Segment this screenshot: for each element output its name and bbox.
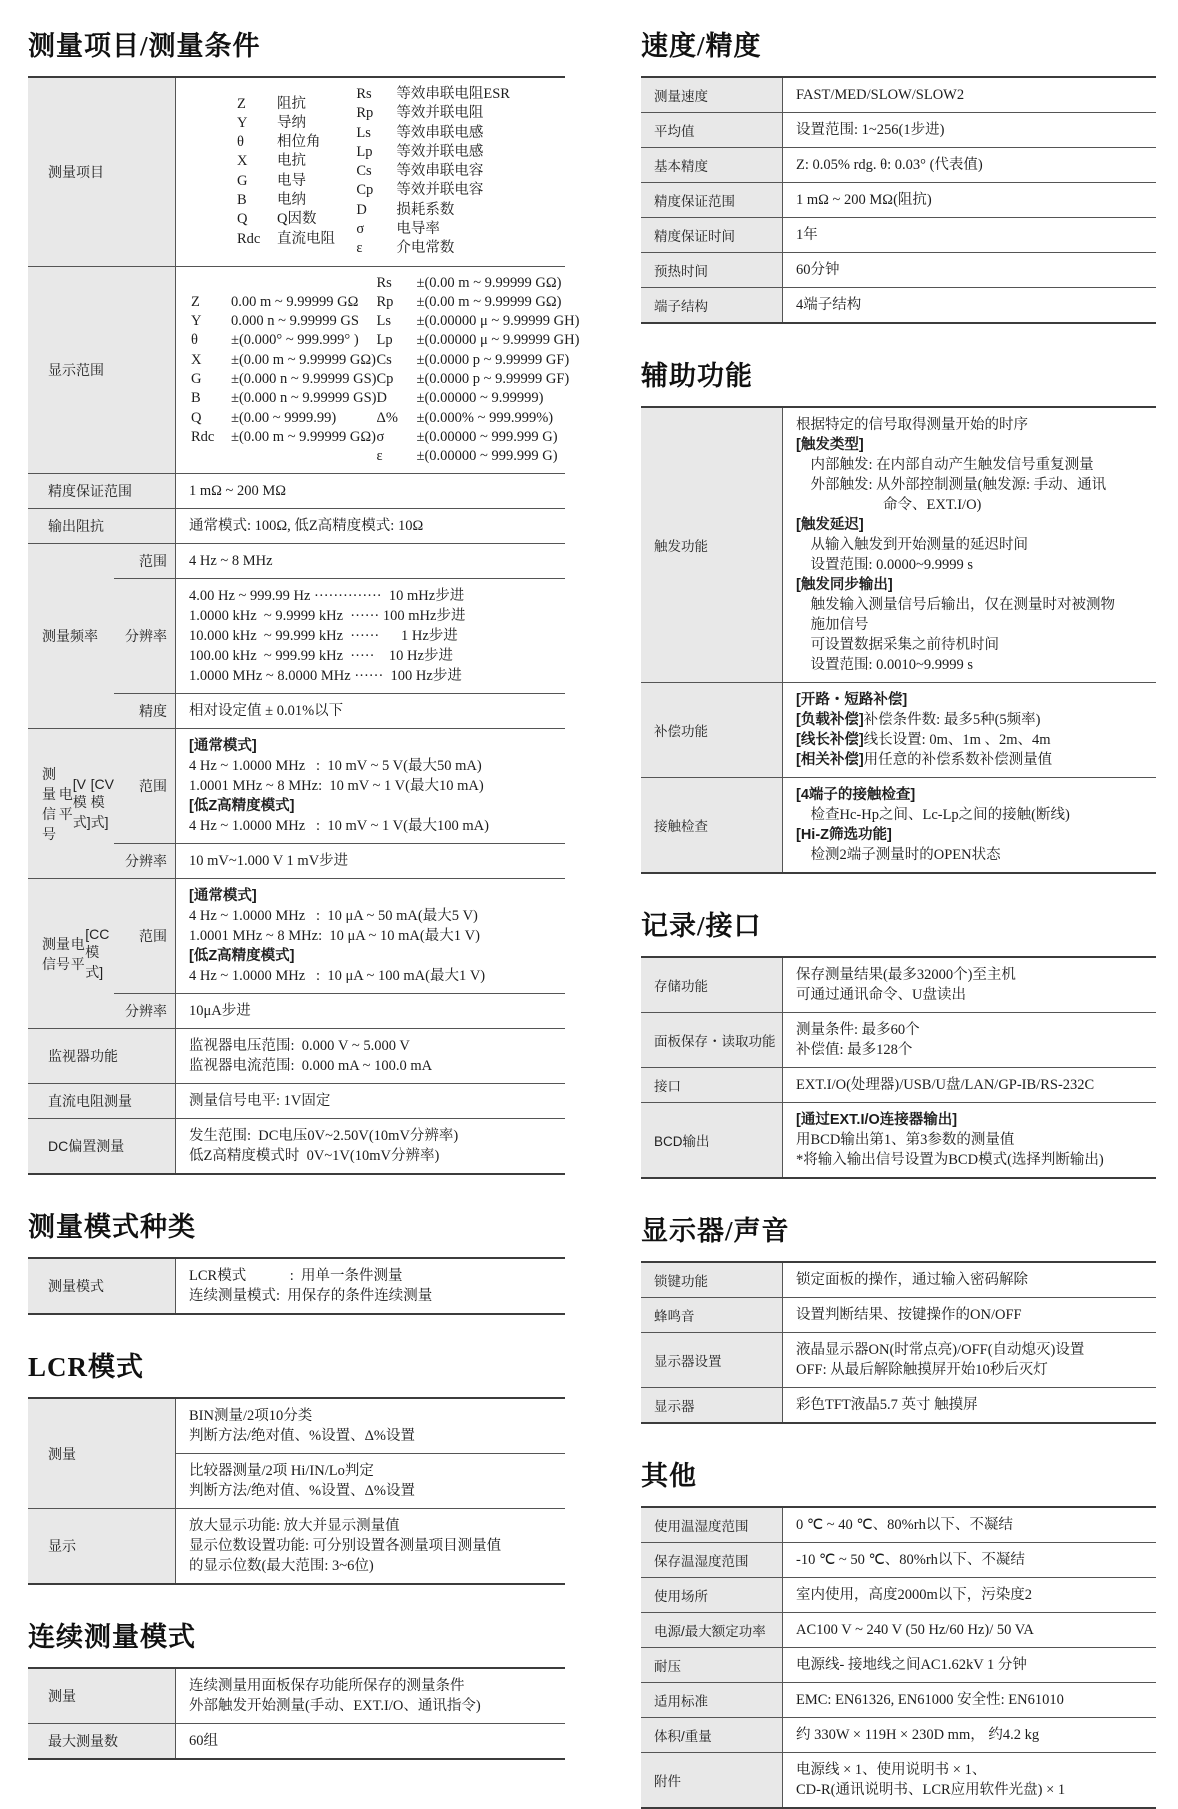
row-label [28, 729, 114, 878]
text-line: [相关补偿]用任意的补偿系数补偿测量值 [796, 752, 1053, 768]
table-row-interface [641, 1067, 1156, 1102]
subrow-value [176, 579, 565, 693]
row-value: Z: 0.05% rdg. θ: 0.03° (代表值) [796, 157, 983, 173]
right-column [641, 22, 1156, 1809]
text-line: 发生范围: DC电压0V~2.50V(10mV分辨率) [189, 1128, 459, 1145]
text-line: 4 Hz ~ 1.0000 MHz : 10 mV ~ 5 V(最大50 mA) [189, 758, 482, 775]
text-line: [V模式] [72, 775, 91, 830]
text-line: 施加信号 [796, 617, 869, 633]
row-value: 1年 [796, 227, 818, 243]
parameter-pair: Cp ±(0.0000 p ~ 9.99999 GF) [376, 370, 570, 387]
auxiliary-table [641, 406, 1156, 874]
text-line: 可设置数据采集之前待机时间 [796, 637, 999, 653]
subrow-value [176, 879, 565, 993]
parameter-pair: Z 0.00 m ~ 9.99999 GΩ [191, 293, 359, 310]
subrow-value [176, 729, 565, 843]
subrow-value: 相对设定值 ± 0.01%以下 [189, 703, 344, 720]
cclevel-subrows [114, 879, 565, 1028]
text-line: 保存测量结果(最多32000个)至主机 [796, 967, 1016, 983]
table-row-dc-resistance [28, 1083, 565, 1118]
table-row-guaranteed-range [641, 182, 1156, 217]
frequency-subrows [114, 544, 565, 728]
speed-accuracy-table [641, 76, 1156, 324]
parameter-pair: D 损耗系数 [356, 201, 455, 218]
text-line: 低Z高精度模式时 0V~1V(10mV分辨率) [189, 1148, 440, 1165]
table-row-measure-mode [28, 1259, 565, 1313]
row-value: 60分钟 [796, 262, 840, 278]
text-line: [低Z高精度模式] [189, 948, 295, 965]
subrow-value: 10 mV~1.000 V 1 mV步进 [189, 853, 349, 870]
table-row-power [641, 1612, 1156, 1647]
table-row-display [641, 1387, 1156, 1422]
text-line: 连续测量用面板保存功能所保存的测量条件 [189, 1678, 465, 1695]
row-value: 测量信号电平: 1V固定 [189, 1093, 331, 1110]
table-row-lcr-display [28, 1508, 565, 1583]
section-title-record-interface: 记录/接口 [641, 911, 762, 941]
table-row-guaranteed-period [641, 217, 1156, 252]
text-line: 电平 [70, 935, 85, 972]
table-row-location [641, 1577, 1156, 1612]
table-row-compensation [641, 682, 1156, 777]
table-row-accessories [641, 1752, 1156, 1807]
row-label: 精度保证范围 [641, 183, 783, 217]
lcr-mode-table [28, 1397, 565, 1585]
table-row-bcd-output [641, 1102, 1156, 1177]
text-line: 设置范围: 0.0010~9.9999 s [796, 657, 974, 673]
parameter-pair: Cp 等效并联电容 [356, 182, 484, 199]
row-value: 彩色TFT液晶5.7 英寸 触摸屏 [796, 1397, 978, 1413]
subrow-range [114, 879, 565, 993]
row-label: 平均值 [641, 113, 783, 147]
row-label: 锁键功能 [641, 1263, 783, 1297]
row-label: 测量 [28, 1399, 176, 1508]
parameter-pair: θ ±(0.000° ~ 999.999° ) [191, 332, 359, 349]
table-row-max-measurements [28, 1723, 565, 1758]
text-line: 1.0000 kHz ~ 9.9999 kHz ······ 100 mHz步进 [189, 608, 466, 625]
row-value: AC100 V ~ 240 V (50 Hz/60 Hz)/ 50 VA [796, 1622, 1034, 1638]
text-line: 100.00 kHz ~ 999.99 kHz ····· 10 Hz步进 [189, 648, 453, 665]
parameter-pair: X 电抗 [237, 153, 306, 170]
row-value: 0 ℃ ~ 40 ℃、80%rh以下、不凝结 [796, 1517, 1013, 1533]
text-line: [低Z高精度模式] [189, 798, 295, 815]
row-value [783, 778, 1156, 872]
text-line: [触发延迟] [796, 517, 864, 533]
parameter-pair: Q ±(0.00 ~ 9999.99) [191, 409, 337, 426]
table-row-basic-accuracy [641, 147, 1156, 182]
text-line: 监视器电压范围: 0.000 V ~ 5.000 V [189, 1038, 410, 1055]
text-line: CD-R(通讯说明书、LCR应用软件光盘) × 1 [796, 1782, 1066, 1798]
row-label: 精度保证范围 [28, 474, 176, 508]
row-label: 测量模式 [28, 1259, 176, 1313]
parameter-list-left [189, 95, 356, 249]
table-row-speed [641, 78, 1156, 112]
text-line: 检查Hc-Hp之间、Lc-Lp之间的接触(断线) [796, 807, 1070, 823]
row-label: 使用温湿度范围 [641, 1508, 783, 1542]
parameter-pair: σ 电导率 [356, 220, 440, 237]
row-value: 4端子结构 [796, 297, 862, 313]
parameter-pair: X ±(0.00 m ~ 9.99999 GΩ) [191, 351, 376, 368]
row-value [176, 1119, 565, 1173]
row-label: 面板保存・读取功能 [641, 1013, 783, 1067]
text-line: 判断方法/绝对值、%设置、Δ%设置 [189, 1428, 416, 1445]
row-label: 监视器功能 [28, 1029, 176, 1083]
text-line: 4 Hz ~ 1.0000 MHz : 10 mV ~ 1 V(最大100 mA) [189, 818, 489, 835]
table-row-dimensions-weight [641, 1717, 1156, 1752]
row-label: 精度保证时间 [641, 218, 783, 252]
text-line: [CV模式] [90, 775, 114, 830]
row-label: 最大测量数 [28, 1724, 176, 1758]
row-value: 60组 [189, 1733, 218, 1750]
table-row-continuous-measure [28, 1669, 565, 1723]
text-line: 设置范围: 0.0000~9.9999 s [796, 557, 974, 573]
row-label: 测量 [28, 1669, 176, 1723]
text-line: 连续测量模式: 用保存的条件连续测量 [189, 1288, 433, 1305]
text-line: 液晶显示器ON(时常点亮)/OFF(自动熄灭)设置 [796, 1342, 1085, 1358]
text-line: [线长补偿]线长设置: 0m、1m 、2m、4m [796, 732, 1051, 748]
table-row-operating-temp [641, 1508, 1156, 1542]
text-line: 显示位数设置功能: 可分别设置各测量项目测量值 [189, 1538, 502, 1555]
text-line: [触发同步输出] [796, 577, 893, 593]
parameter-pair: ε 介电常数 [356, 240, 455, 257]
parameter-pair: θ 相位角 [237, 134, 321, 151]
text-line: 触发输入测量信号后输出，仅在测量时对被测物 [796, 597, 1115, 613]
text-line: 10.000 kHz ~ 99.999 kHz ······ 1 Hz步进 [189, 628, 458, 645]
parameter-pair: Ls ±(0.00000 μ ~ 9.99999 GH) [376, 313, 580, 330]
section-title-measure-modes: 测量模式种类 [28, 1212, 196, 1243]
row-label: 补偿功能 [641, 683, 783, 777]
parameter-pair: Cs 等效串联电容 [356, 163, 484, 180]
text-line: [通常模式] [189, 888, 257, 905]
subrow-resolution [114, 993, 565, 1028]
parameter-pair: Rs 等效串联电阻ESR [356, 86, 510, 102]
table-row-frequency-group [28, 543, 565, 728]
row-value: 设置范围: 1~256(1步进) [796, 122, 945, 138]
table-row-accuracy-range [28, 473, 565, 508]
text-line: 1.0000 MHz ~ 8.0000 MHz ······ 100 Hz步进 [189, 668, 462, 685]
text-line: 放大显示功能: 放大并显示测量值 [189, 1518, 400, 1535]
subrow-range [114, 544, 565, 578]
parameter-pair: Δ% ±(0.000% ~ 999.999%) [376, 409, 554, 426]
row-value [783, 1013, 1156, 1067]
subrow-value: 10μA步进 [189, 1003, 251, 1020]
table-row-dc-bias [28, 1118, 565, 1173]
row-label: 附件 [641, 1753, 783, 1807]
row-value [783, 408, 1156, 682]
table-row-display-range [28, 266, 580, 474]
parameter-pair: Lp ±(0.00000 μ ~ 9.99999 GH) [376, 332, 580, 349]
section-title-display-sound: 显示器/声音 [641, 1216, 790, 1246]
parameter-pair: G ±(0.000 n ~ 9.99999 GS) [191, 370, 377, 387]
table-row-average [641, 112, 1156, 147]
row-value [176, 1509, 565, 1583]
parameter-pair: Y 导纳 [237, 114, 306, 131]
left-column [28, 22, 580, 1809]
text-line: [开路・短路补偿] [796, 692, 908, 708]
row-value: FAST/MED/SLOW/SLOW2 [796, 87, 965, 103]
row-label: 电源/最大额定功率 [641, 1613, 783, 1647]
row-value: 1 mΩ ~ 200 MΩ(阻抗) [796, 192, 932, 208]
parameter-pair: Rp 等效并联电阻 [356, 105, 484, 122]
text-line: 用BCD输出第1、第3参数的测量值 [796, 1132, 1015, 1148]
section-title-speed-accuracy: 速度/精度 [641, 31, 762, 61]
measure-conditions-table [28, 76, 580, 1175]
subrow-range [114, 729, 565, 843]
record-interface-table [641, 956, 1156, 1179]
parameter-pair: Z 阻抗 [237, 95, 306, 112]
row-label: 端子结构 [641, 288, 783, 322]
table-row-monitor [28, 1028, 565, 1083]
row-label: 测量频率 [28, 544, 114, 728]
parameter-pair: Rs ±(0.00 m ~ 9.99999 GΩ) [376, 274, 562, 291]
row-label: 显示器 [641, 1388, 783, 1422]
continuous-mode-table [28, 1667, 565, 1760]
text-line: 4 Hz ~ 1.0000 MHz : 10 μA ~ 100 mA(最大1 V) [189, 968, 486, 985]
text-line: 测量信号 [42, 935, 70, 972]
text-line: 判断方法/绝对值、%设置、Δ%设置 [189, 1483, 416, 1500]
text-line: 外部触发开始测量(手动、EXT.I/O、通讯指令) [189, 1698, 481, 1715]
parameter-pair: σ ±(0.00000 ~ 999.999 G) [376, 428, 558, 445]
subrow-value: 4 Hz ~ 8 MHz [189, 553, 273, 570]
text-line: 1.0001 MHz ~ 8 MHz: 10 mV ~ 1 V(最大10 mA) [189, 778, 484, 795]
parameter-pair: Lp 等效并联电感 [356, 143, 484, 160]
row-label: 存储功能 [641, 958, 783, 1012]
others-table [641, 1506, 1156, 1809]
parameter-columns [189, 85, 561, 259]
text-line: 根据特定的信号取得测量开始的时序 [796, 417, 1028, 433]
text-line: [4端子的接触检查] [796, 787, 916, 803]
text-line: 1.0001 MHz ~ 8 MHz: 10 μA ~ 10 mA(最大1 V) [189, 928, 480, 945]
table-row-measure-items [28, 78, 565, 266]
subrow-label: 精度 [114, 694, 176, 728]
row-label: 输出阻抗 [28, 509, 176, 543]
row-label: 耐压 [641, 1648, 783, 1682]
section-title-continuous-mode: 连续测量模式 [28, 1622, 196, 1653]
parameter-pair: Rdc 直流电阻 [237, 230, 335, 247]
text-line: 4 Hz ~ 1.0000 MHz : 10 μA ~ 50 mA(最大5 V) [189, 908, 478, 925]
text-line: BIN测量/2项10分类 [189, 1408, 313, 1425]
text-line: 从输入触发到开始测量的延迟时间 [796, 537, 1028, 553]
vlevel-subrows [114, 729, 565, 878]
parameter-pair: ε ±(0.00000 ~ 999.999 G) [376, 448, 558, 465]
table-row-lcr-measure [28, 1399, 565, 1508]
parameter-pair: Y 0.000 n ~ 9.99999 GS [191, 313, 359, 330]
section-title-others: 其他 [641, 1461, 697, 1491]
text-line: [Hi-Z筛选功能] [796, 827, 892, 843]
text-line: 可通过通讯命令、U盘读出 [796, 987, 966, 1003]
text-line: 监视器电流范围: 0.000 mA ~ 100.0 mA [189, 1058, 433, 1075]
text-line: 的显示位数(最大范围: 3~6位) [189, 1558, 374, 1575]
text-line: [通过EXT.I/O连接器输出] [796, 1112, 958, 1128]
row-label: 体积/重量 [641, 1718, 783, 1752]
row-value: EMC: EN61326, EN61000 安全性: EN61010 [796, 1692, 1064, 1708]
row-label: 保存温湿度范围 [641, 1543, 783, 1577]
parameter-pair: Rp ±(0.00 m ~ 9.99999 GΩ) [376, 293, 562, 310]
text-line: 测量信号 [42, 765, 56, 842]
subrow-label: 分辨率 [114, 844, 176, 878]
table-row-terminal-structure [641, 287, 1156, 322]
row-value [783, 1753, 1156, 1807]
row-label: BCD输出 [641, 1103, 783, 1177]
row-value: -10 ℃ ~ 50 ℃、80%rh以下、不凝结 [796, 1552, 1025, 1568]
value-block-comparator [176, 1453, 565, 1508]
row-value: 1 mΩ ~ 200 MΩ [189, 483, 287, 500]
text-line: *将输入输出信号设置为BCD模式(选择判断输出) [796, 1152, 1104, 1168]
text-line: [负载补偿]补偿条件数: 最多5种(5频率) [796, 712, 1041, 728]
row-label [28, 879, 114, 1028]
subrow-accuracy [114, 693, 565, 728]
range-list-left [189, 293, 377, 447]
text-line: [通常模式] [189, 738, 257, 755]
table-row-storage-temp [641, 1542, 1156, 1577]
text-line: 命令、EXT.I/O) [796, 497, 982, 513]
range-columns [189, 274, 579, 467]
parameter-pair: B 电纳 [237, 192, 306, 209]
row-label: 直流电阻测量 [28, 1084, 176, 1118]
table-row-beep [641, 1297, 1156, 1332]
parameter-list-right [356, 85, 561, 259]
range-list-right [377, 274, 580, 467]
text-line: OFF: 从最后解除触摸屏开始10秒后灭灯 [796, 1362, 1048, 1378]
row-value: 约 330W × 119H × 230D mm， 约4.2 kg [796, 1727, 1040, 1743]
text-line: 4.00 Hz ~ 999.99 Hz ·············· 10 mHz步进 [189, 588, 465, 605]
row-label: 使用场所 [641, 1578, 783, 1612]
row-value: 通常模式: 100Ω, 低Z高精度模式: 10Ω [189, 518, 424, 535]
row-label: 显示范围 [28, 267, 176, 474]
text-line: 内部触发: 在内部自动产生触发信号重复测量 [796, 457, 1094, 473]
table-row-vlevel-group [28, 728, 565, 878]
row-value [783, 958, 1156, 1012]
row-label: 预热时间 [641, 253, 783, 287]
text-line: [CC模式] [85, 925, 110, 980]
section-title-measure-items: 测量项目/测量条件 [28, 31, 261, 61]
measure-modes-table [28, 1257, 565, 1315]
row-label: 接触检查 [641, 778, 783, 872]
row-value: 设置判断结果、按键操作的ON/OFF [796, 1307, 1022, 1323]
subrow-label: 分辨率 [114, 994, 176, 1028]
section-title-auxiliary: 辅助功能 [641, 361, 753, 391]
text-line: 补偿值: 最多128个 [796, 1042, 913, 1058]
display-sound-table [641, 1261, 1156, 1424]
row-label: DC偏置测量 [28, 1119, 176, 1173]
text-line: 电源线 × 1、使用说明书 × 1、 [796, 1762, 987, 1778]
text-line: 比较器测量/2项 Hi/IN/Lo判定 [189, 1463, 374, 1480]
text-line: 测量条件: 最多60个 [796, 1022, 920, 1038]
row-value [783, 1103, 1156, 1177]
table-row-trigger [641, 408, 1156, 682]
table-row-withstand-voltage [641, 1647, 1156, 1682]
row-value [176, 1259, 565, 1313]
table-row-output-impedance [28, 508, 565, 543]
text-line: LCR模式 : 用单一条件测量 [189, 1268, 403, 1285]
row-label: 适用标准 [641, 1683, 783, 1717]
parameter-pair: Ls 等效串联电感 [356, 124, 484, 141]
parameter-pair: D ±(0.00000 ~ 9.99999) [376, 390, 544, 407]
subrow-label: 范围 [114, 544, 176, 578]
parameter-pair: Q Q因数 [237, 211, 317, 228]
row-value [783, 1333, 1156, 1387]
row-label: 接口 [641, 1068, 783, 1102]
row-label: 测量速度 [641, 78, 783, 112]
row-value: 锁定面板的操作，通过输入密码解除 [796, 1272, 1028, 1288]
subrow-label: 范围 [114, 879, 176, 993]
text-line: 检测2端子测量时的OPEN状态 [796, 847, 1001, 863]
table-row-cclevel-group [28, 878, 565, 1028]
row-value-blocks [176, 1399, 565, 1508]
table-row-display-setting [641, 1332, 1156, 1387]
text-line: 外部触发: 从外部控制测量(触发源: 手动、通讯 [796, 477, 1107, 493]
table-row-contact-check [641, 777, 1156, 872]
parameter-pair: Rdc ±(0.00 m ~ 9.99999 GΩ) [191, 428, 376, 445]
row-value [176, 267, 583, 474]
table-row-warmup [641, 252, 1156, 287]
text-line: 电平 [58, 785, 73, 822]
subrow-resolution [114, 843, 565, 878]
table-row-keylock [641, 1263, 1156, 1297]
value-block-bin [176, 1399, 565, 1453]
row-value: 电源线- 接地线之间AC1.62kV 1 分钟 [796, 1657, 1027, 1673]
parameter-pair: B ±(0.000 n ~ 9.99999 GS) [191, 390, 377, 407]
text-line: [触发类型] [796, 437, 864, 453]
table-row-standards [641, 1682, 1156, 1717]
row-value [176, 1029, 565, 1083]
parameter-pair: Cs ±(0.0000 p ~ 9.99999 GF) [376, 351, 570, 368]
table-row-panel-save [641, 1012, 1156, 1067]
parameter-pair: G 电导 [237, 172, 306, 189]
table-row-memory [641, 958, 1156, 1012]
section-title-lcr-mode: LCR模式 [28, 1352, 145, 1383]
row-value [176, 1669, 565, 1723]
row-label: 显示 [28, 1509, 176, 1583]
row-value: EXT.I/O(处理器)/USB/U盘/LAN/GP-IB/RS-232C [796, 1077, 1095, 1093]
subrow-label: 范围 [114, 729, 176, 843]
row-label: 基本精度 [641, 148, 783, 182]
row-value: 室内使用，高度2000m以下，污染度2 [796, 1587, 1033, 1603]
subrow-label: 分辨率 [114, 579, 176, 693]
subrow-resolution [114, 578, 565, 693]
row-value [176, 78, 565, 266]
row-label: 蜂鸣音 [641, 1298, 783, 1332]
row-value [783, 683, 1156, 777]
row-label: 测量项目 [28, 78, 176, 266]
row-label: 触发功能 [641, 408, 783, 682]
row-label: 显示器设置 [641, 1333, 783, 1387]
